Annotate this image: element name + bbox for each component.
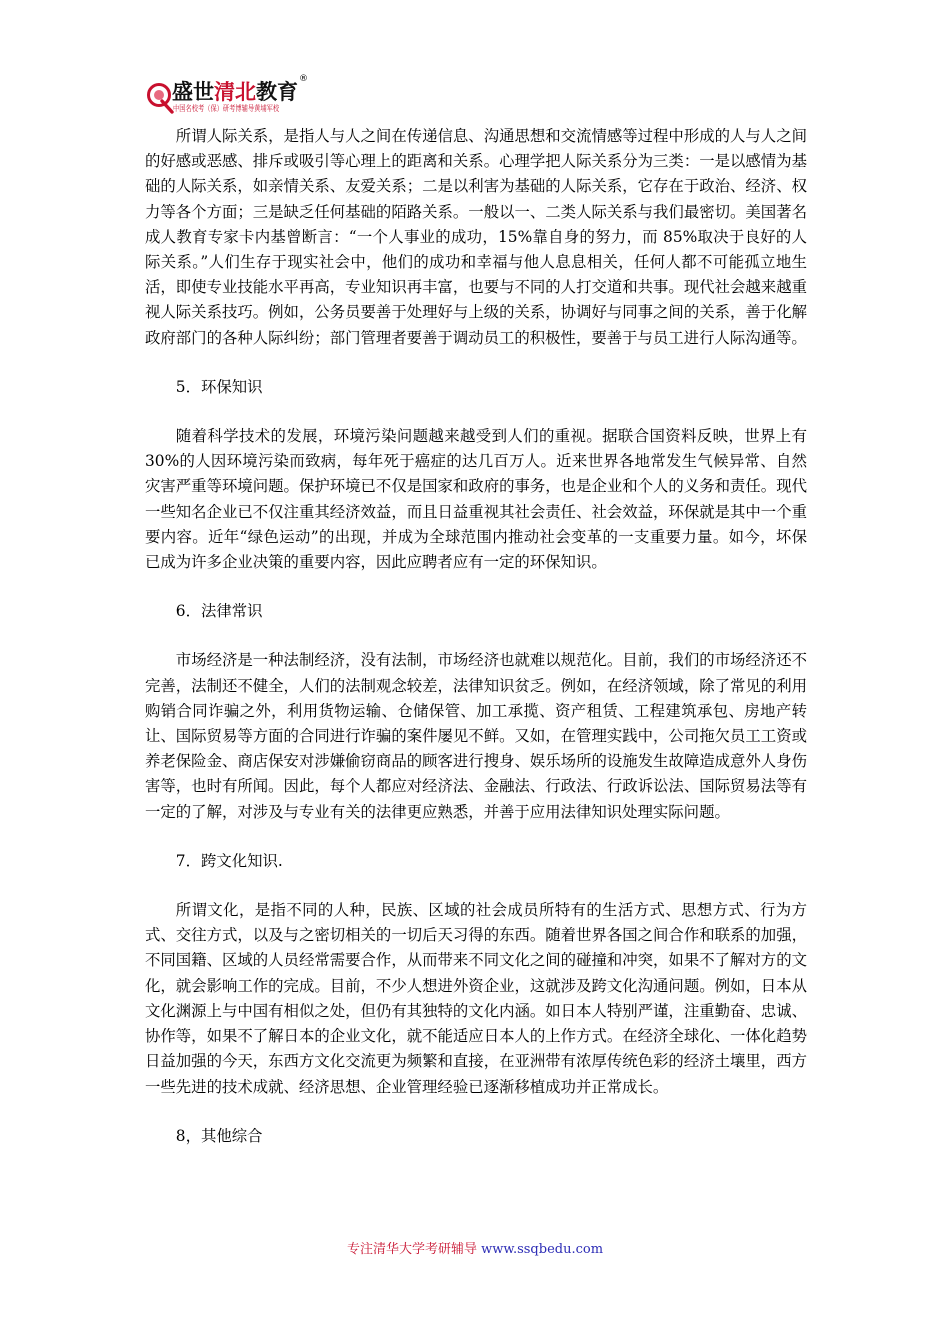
logo-title: 盛世清北教育 <box>172 80 298 104</box>
heading-law: 6．法律常识 <box>175 602 263 621</box>
document-body <box>145 124 807 1149</box>
footer-link[interactable]: www.ssqbedu.com <box>481 1242 604 1257</box>
heading-environment: 5．环保知识 <box>175 377 263 396</box>
heading-cross-culture: 7．跨文化知识. <box>175 851 283 870</box>
heading-other: 8，其他综合 <box>175 1126 263 1145</box>
page-footer <box>0 1238 950 1257</box>
logo-subtitle: 中国名校考（保）研考博辅导黄埔军校 <box>173 104 280 113</box>
paragraph-interpersonal: 所谓人际关系，是指人与人之间在传递信息、沟通思想和交流情感等过程中形成的人与人之间的好感或恶感、排斥或吸引等心理上的距离和关系。心理学把人际关系分为三类：一是以感情为基础的人际关系，如亲情关系、友爱关系；二是以利害为基础的人际关系，它存在于政治、经济、权力等各个方面；三是缺乏任何基础的陌路关系。一般以一、二类人际关系与我们最密切。美国著名成人教育专家卡内基曾断言：“一个人事业的成功，15%靠自身的努力，而 85%取决于良好的人际关系。”人们生存于现实社会中，他们的成功和幸福与他人息息相关，任何人都不可能孤立地生活，即使专业技能水平再高，专业知识再丰富，也要与不同的人打交道和共事。现代社会越来越重视人际关系技巧。例如，公务员要善于处理好与上级的关系，协调好与同事之间的关系，善于化解政府部门的各种人际纠纷；部门管理者要善于调动员工的积极性，要善于与员工进行人际沟通等。 <box>145 127 807 347</box>
brand-logo <box>146 74 316 120</box>
paragraph-law: 市场经济是一种法制经济，没有法制，市场经济也就难以规范化。目前，我们的市场经济还不完善，法制还不健全，人们的法制观念较差，法律知识贫乏。例如，在经济领域，除了常见的利用购销合同诈骗之外，利用货物运输、仓储保管、加工承揽、资产租赁、工程建筑承包、房地产转让、国际贸易等方面的合同进行诈骗的案件屡见不鲜。又如，在管理实践中，公司拖欠员工工资或养老保险金、商店保安对涉嫌偷窃商品的顾客进行搜身、娱乐场所的设施发生故障造成意外人身伤害等，也时有所闻。因此，每个人都应对经济法、金融法、行政法、行政诉讼法、国际贸易法等有一定的了解，对涉及与专业有关的法律更应熟悉，并善于应用法律知识处理实际问题。 <box>145 651 807 821</box>
paragraph-environment: 随着科学技术的发展，环境污染问题越来越受到人们的重视。据联合国资料反映，世界上有 30%的人因环境污染而致病，每年死于癌症的达几百万人。近来世界各地常发生气候异常、自然灾害严重等环境问题。保护环境已不仅是国家和政府的事务，也是企业和个人的义务和责任。现代一些知名企业已不仅注重其经济效益，而且日益重视其社会责任、社会效益，环保就是其中一个重要内容。近年“绿色运动”的出现，并成为全球范围内推动社会变革的一支重要力量。如今，坏保已成为许多企业决策的重要内容，因此应聘者应有一定的环保知识。 <box>145 427 807 572</box>
footer-text: 专注清华大学考研辅导 <box>346 1242 477 1257</box>
paragraph-cross-culture: 所谓文化，是指不同的人种，民族、区域的社会成员所特有的生活方式、思想方式、行为方式、交往方式，以及与之密切相关的一切后天习得的东西。随着世界各国之间合作和联系的加强，不同国籍、区域的人员经常需要合作，从而带来不同文化之间的碰撞和冲突，如果不了解对方的文化，就会影响工作的完成。目前，不少人想进外资企业，这就涉及跨文化沟通问题。例如，日本从文化渊源上与中国有相似之处，但仍有其独特的文化内涵。如日本人特别严谨，注重勤奋、忠诚、协作等，如果不了解日本的企业文化，就不能适应日本人的上作方式。在经济全球化、一体化趋势日益加强的今天，东西方文化交流更为频繁和直接，在亚洲带有浓厚传统色彩的经济土壤里，西方一些先进的技术成就、经济思想、企业管理经验已逐渐移植成功并正常成长。 <box>145 901 807 1096</box>
registered-mark: ® <box>299 74 308 84</box>
